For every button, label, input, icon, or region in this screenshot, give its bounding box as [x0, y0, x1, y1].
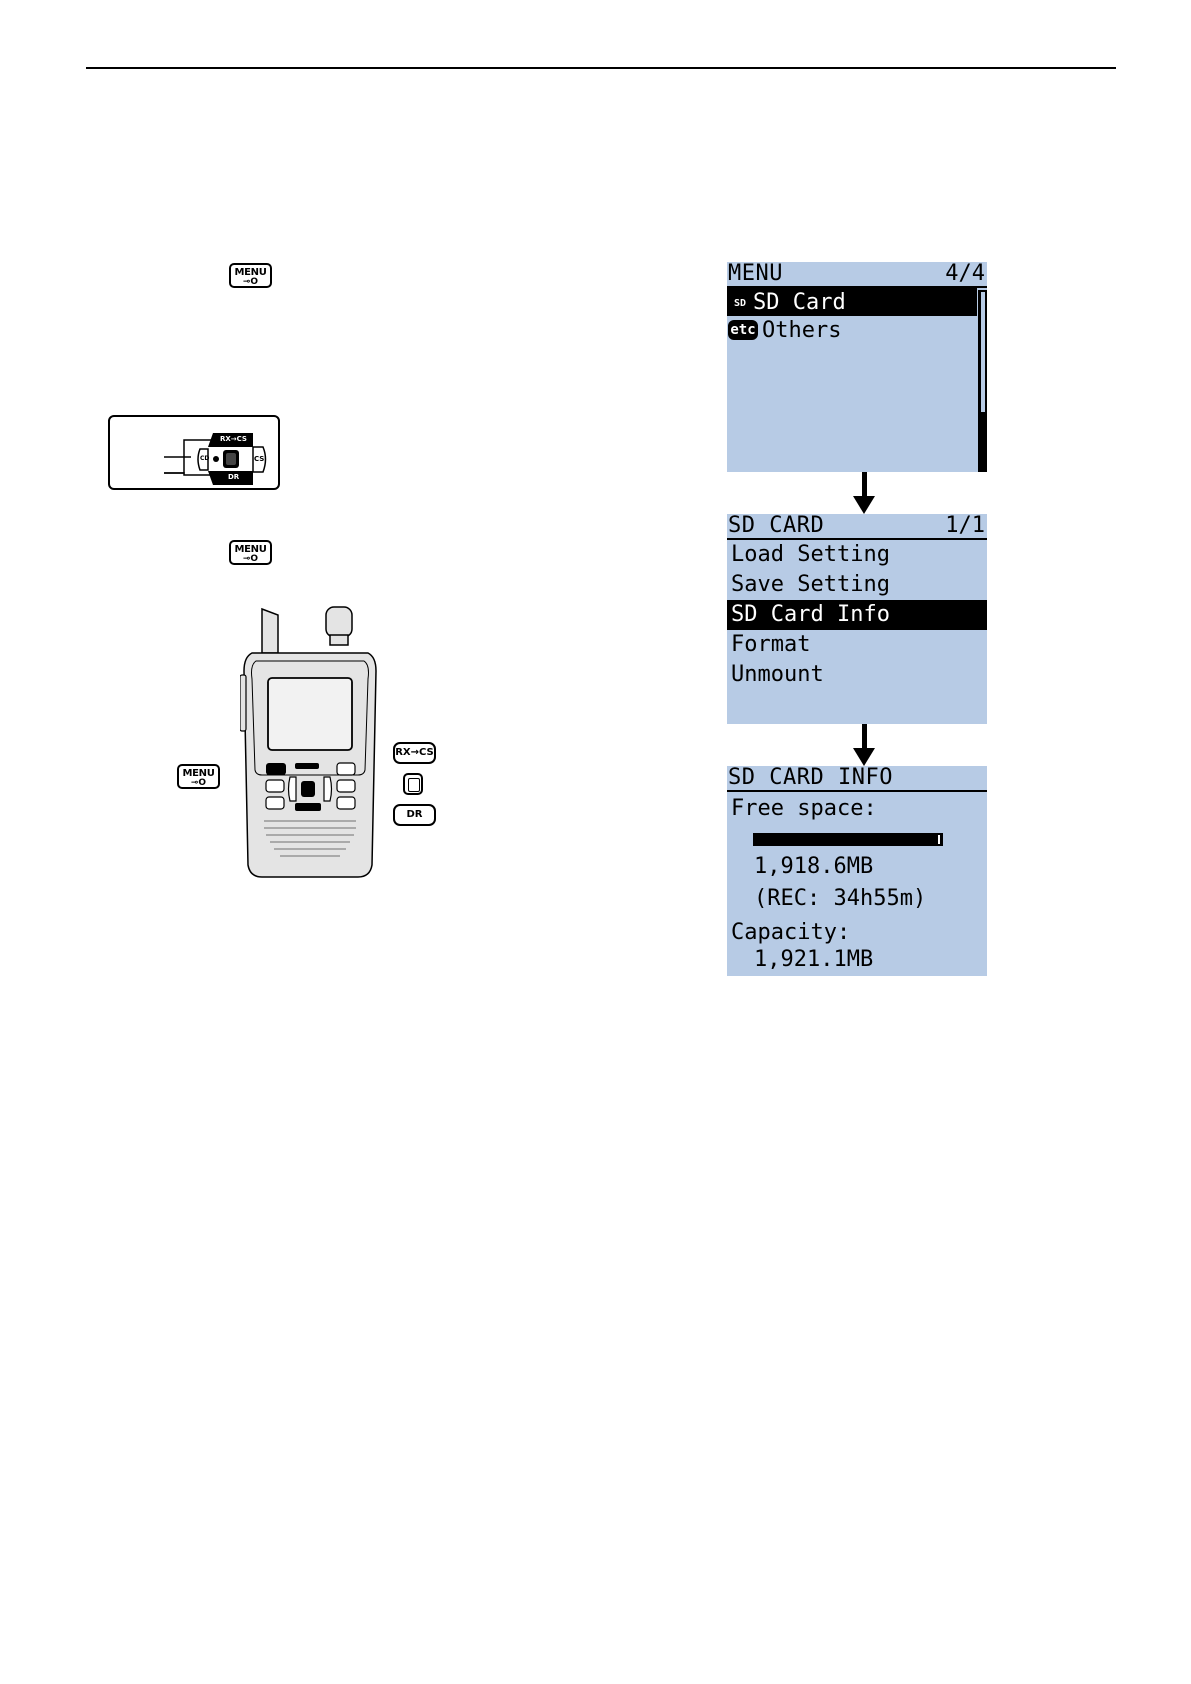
dr-key-icon: DR — [393, 804, 436, 826]
menu-screen — [727, 262, 987, 472]
menu-key-icon: MENU ⊸O — [229, 540, 272, 565]
capacity-label: Capacity: — [731, 920, 851, 945]
free-space-bar-end — [938, 835, 940, 844]
capacity-value: 1,921.1MB — [754, 947, 874, 972]
rec-time-value: (REC: 34h55m) — [754, 886, 927, 911]
sd-card-screen-title: SD CARD — [728, 514, 825, 538]
header-rule — [86, 67, 1116, 69]
menu-item-load-setting[interactable]: Load Setting — [731, 542, 890, 567]
menu-screen-page: 4/4 — [945, 262, 985, 286]
menu-scrollbar-track — [981, 292, 985, 412]
inset-dr-label: DR — [228, 473, 240, 481]
radio-illustration — [240, 605, 380, 880]
keypad-inset-svg — [108, 415, 280, 490]
menu-item-unmount[interactable]: Unmount — [731, 662, 824, 687]
menu-item-format[interactable]: Format — [731, 632, 811, 657]
free-space-bar — [753, 833, 943, 846]
inset-cs-label: CS — [254, 455, 265, 463]
menu-item-sd-card-info[interactable]: SD Card Info — [727, 600, 987, 630]
sd-card-screen-page: 1/1 — [945, 514, 985, 538]
sd-card-info-screen-header — [727, 766, 987, 792]
menu-item-others[interactable] — [727, 316, 987, 346]
etc-icon: etc — [728, 320, 758, 340]
keypad-inset-diagram — [108, 415, 280, 490]
menu-key-icon: MENU ⊸O — [229, 263, 272, 288]
menu-item-label: Others — [762, 318, 842, 343]
menu-item-label: SD Card — [753, 290, 846, 315]
sd-card-screen-header — [727, 514, 987, 540]
sd-card-info-screen-title: SD CARD INFO — [728, 766, 893, 790]
radio-svg — [240, 605, 380, 880]
menu-item-save-setting[interactable]: Save Setting — [731, 572, 890, 597]
down-arrow-icon — [852, 724, 876, 766]
rx-cs-key-icon: RX→CS — [393, 742, 436, 764]
sd-card-info-screen — [727, 766, 987, 976]
menu-item-sd-card[interactable] — [727, 288, 977, 316]
center-key-icon — [403, 773, 423, 795]
free-space-label: Free space: — [731, 796, 877, 821]
sd-card-screen — [727, 514, 987, 724]
menu-screen-title: MENU — [728, 262, 783, 286]
inset-rx-cs-label: RX→CS — [220, 435, 247, 443]
menu-screen-header — [727, 262, 987, 288]
down-arrow-icon — [852, 472, 876, 514]
inset-cd-label: CD — [200, 455, 210, 462]
sd-card-icon: SD — [731, 292, 749, 312]
menu-key-icon: MENU ⊸O — [177, 764, 220, 789]
free-space-value: 1,918.6MB — [754, 854, 874, 879]
